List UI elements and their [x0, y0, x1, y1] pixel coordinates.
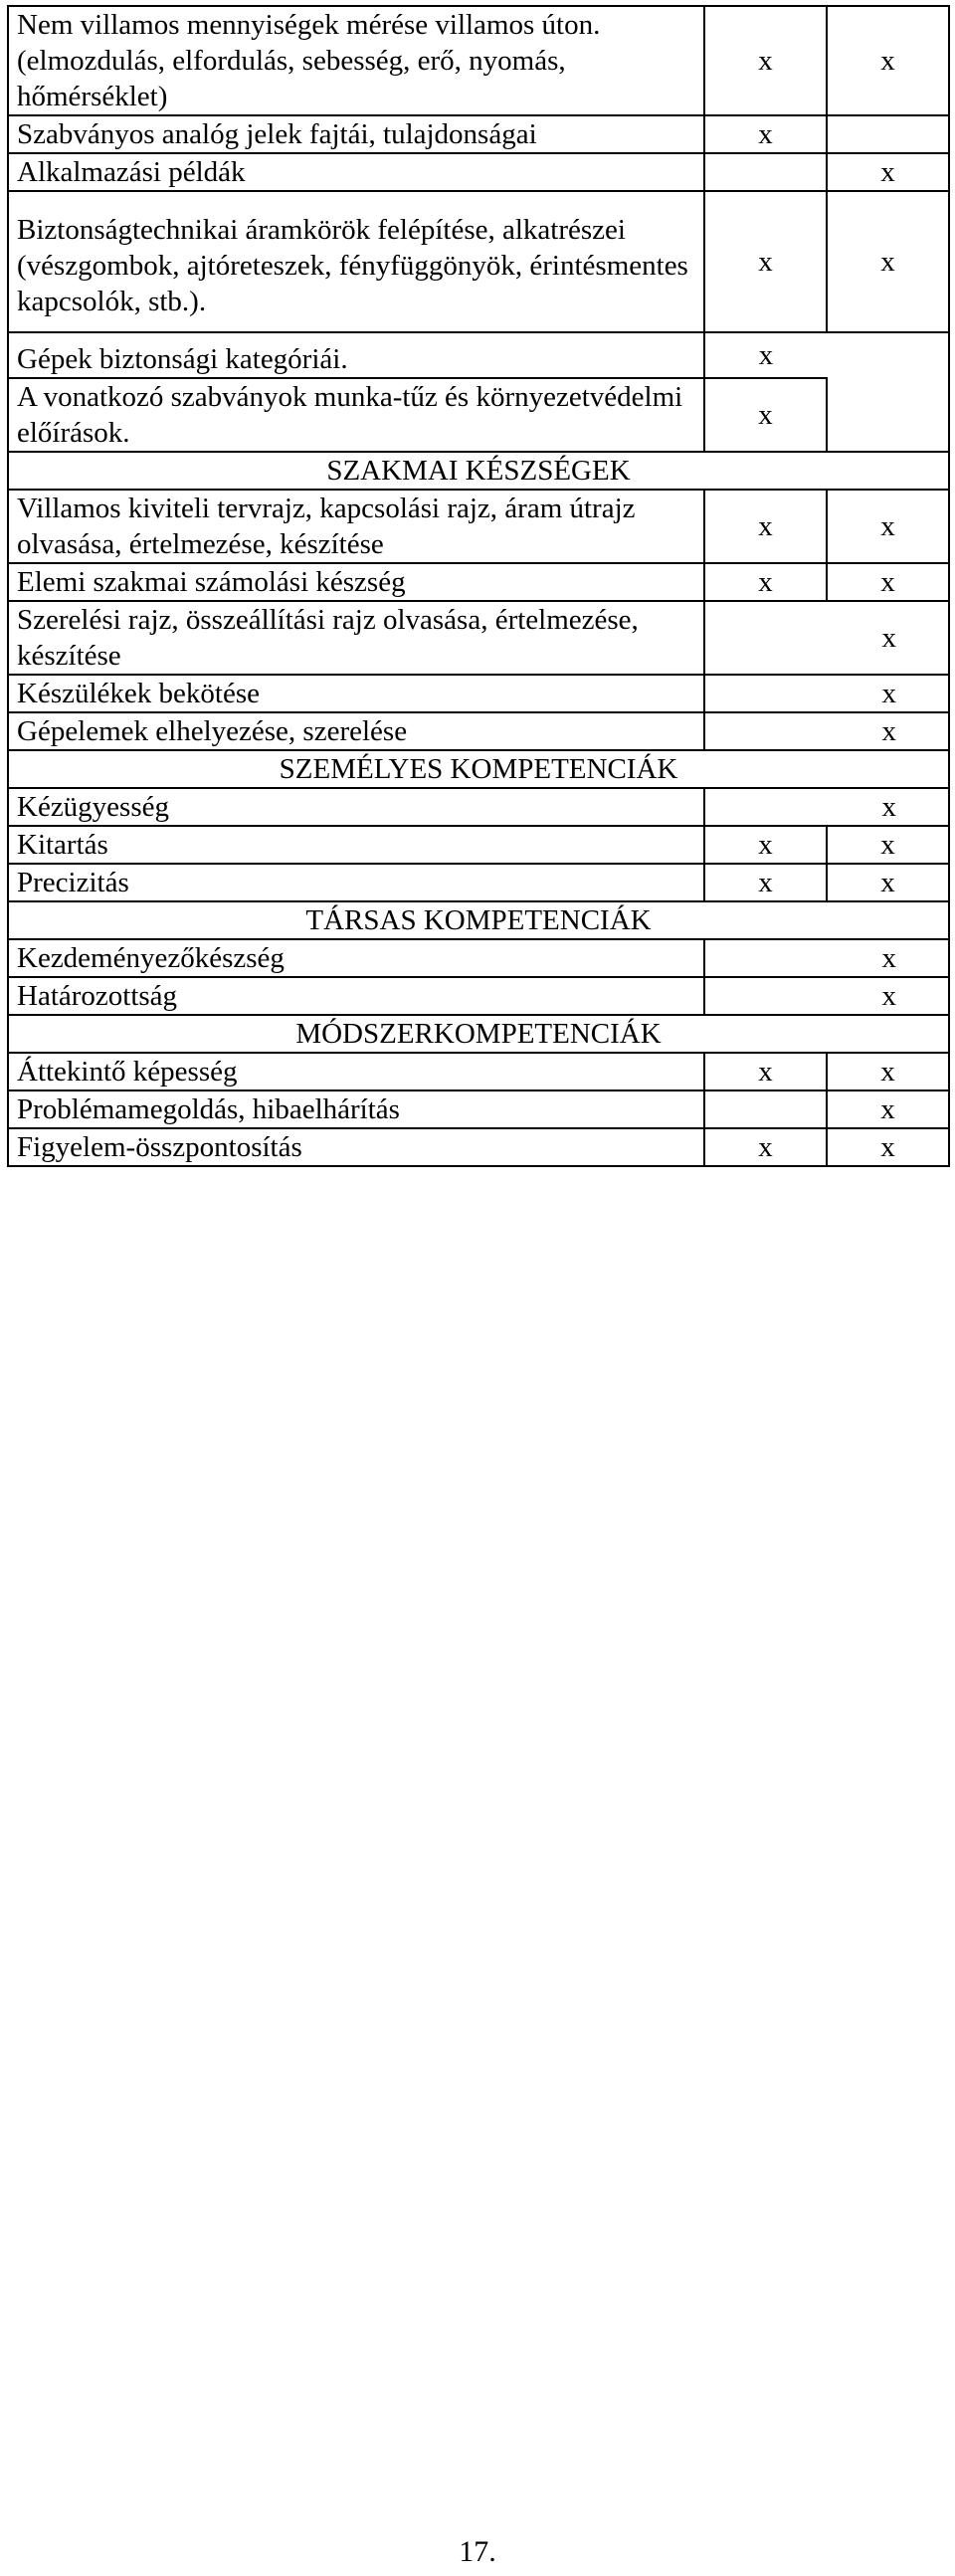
section-heading: MÓDSZERKOMPETENCIÁK: [8, 1015, 949, 1053]
row-text: Készülékek bekötése: [8, 675, 704, 712]
row-mark-col1: x: [704, 191, 827, 332]
row-text: Nem villamos mennyiségek mérése villamos úton. (elmozdulás, elfordulás, sebesség, erő, nyomás, hőmérséklet): [8, 6, 704, 115]
row-text: Áttekintő képesség: [8, 1053, 704, 1090]
row-text: Kitartás: [8, 826, 704, 864]
row-mark-col1: [704, 153, 827, 191]
row-text: Gépelemek elhelyezése, szerelése: [8, 712, 704, 750]
table-row: [8, 788, 949, 826]
row-mark-col2: [827, 378, 949, 452]
row-mark-col1: [704, 1090, 827, 1128]
row-mark-col2: x: [827, 1090, 949, 1128]
table-row: [8, 826, 949, 864]
row-mark-col1: x: [704, 378, 827, 452]
table-row: [8, 712, 949, 750]
row-mark-col2: x: [704, 601, 949, 675]
table-row: [8, 864, 949, 901]
table-row: [8, 563, 949, 601]
row-mark-col2: x: [827, 6, 949, 115]
row-mark-col2: x: [827, 864, 949, 901]
row-mark-col2: x: [704, 788, 949, 826]
table-row: [8, 490, 949, 563]
table-row: [8, 6, 949, 115]
row-mark-col1: x: [704, 864, 827, 901]
row-mark-col1: x: [704, 826, 827, 864]
table-row: [8, 1128, 949, 1166]
table-row: [8, 153, 949, 191]
table-row: [8, 378, 949, 452]
section-heading: SZEMÉLYES KOMPETENCIÁK: [8, 750, 949, 788]
row-mark-col2: x: [827, 153, 949, 191]
row-mark-col2: [827, 332, 949, 378]
section-heading: SZAKMAI KÉSZSÉGEK: [8, 452, 949, 490]
row-text: Alkalmazási példák: [8, 153, 704, 191]
row-mark-col2: x: [704, 939, 949, 977]
row-mark-col1: x: [704, 115, 827, 153]
section-header-row: [8, 1015, 949, 1053]
row-mark-col2: x: [827, 1053, 949, 1090]
row-text: Elemi szakmai számolási készség: [8, 563, 704, 601]
table-row: [8, 1053, 949, 1090]
row-mark-col2: x: [704, 675, 949, 712]
table-row: [8, 115, 949, 153]
row-text: Határozottság: [8, 977, 704, 1015]
row-mark-col2: x: [704, 977, 949, 1015]
row-mark-col2: x: [704, 712, 949, 750]
row-mark-col2: x: [827, 563, 949, 601]
table-row: [8, 601, 949, 675]
row-text: Szabványos analóg jelek fajtái, tulajdonságai: [8, 115, 704, 153]
row-text: Szerelési rajz, összeállítási rajz olvasása, értelmezése, készítése: [8, 601, 704, 675]
row-mark-col1: x: [704, 332, 827, 378]
competency-table: [7, 5, 950, 1167]
row-text: Villamos kiviteli tervrajz, kapcsolási rajz, áram útrajz olvasása, értelmezése, készítése: [8, 490, 704, 563]
row-mark-col2: x: [827, 826, 949, 864]
table-row: [8, 939, 949, 977]
row-text: Precizitás: [8, 864, 704, 901]
table-row: [8, 332, 949, 378]
page-number: 17.: [459, 2535, 496, 2568]
row-mark-col2: x: [827, 1128, 949, 1166]
row-mark-col2: x: [827, 191, 949, 332]
row-mark-col2: x: [827, 490, 949, 563]
table-row: [8, 675, 949, 712]
table-row: [8, 1090, 949, 1128]
section-header-row: [8, 750, 949, 788]
row-mark-col2: [827, 115, 949, 153]
row-mark-col1: x: [704, 563, 827, 601]
competency-table-body: [8, 6, 949, 1166]
row-mark-col1: x: [704, 6, 827, 115]
row-text: Problémamegoldás, hibaelhárítás: [8, 1090, 704, 1128]
row-mark-col1: x: [704, 1053, 827, 1090]
table-row: [8, 977, 949, 1015]
row-text: Biztonságtechnikai áramkörök felépítése, alkatrészei (vészgombok, ajtóreteszek, fényfüggönyök, érintésmentes kapcsolók, stb.).: [8, 191, 704, 332]
section-header-row: [8, 901, 949, 939]
row-text: Figyelem-összpontosítás: [8, 1128, 704, 1166]
row-text: Gépek biztonsági kategóriái.: [8, 332, 704, 378]
row-text: Kezdeményezőkészség: [8, 939, 704, 977]
row-text: A vonatkozó szabványok munka-tűz és környezetvédelmi előírások.: [8, 378, 704, 452]
row-mark-col1: x: [704, 490, 827, 563]
row-mark-col1: x: [704, 1128, 827, 1166]
section-heading: TÁRSAS KOMPETENCIÁK: [8, 901, 949, 939]
table-row: [8, 191, 949, 332]
section-header-row: [8, 452, 949, 490]
row-text: Kézügyesség: [8, 788, 704, 826]
